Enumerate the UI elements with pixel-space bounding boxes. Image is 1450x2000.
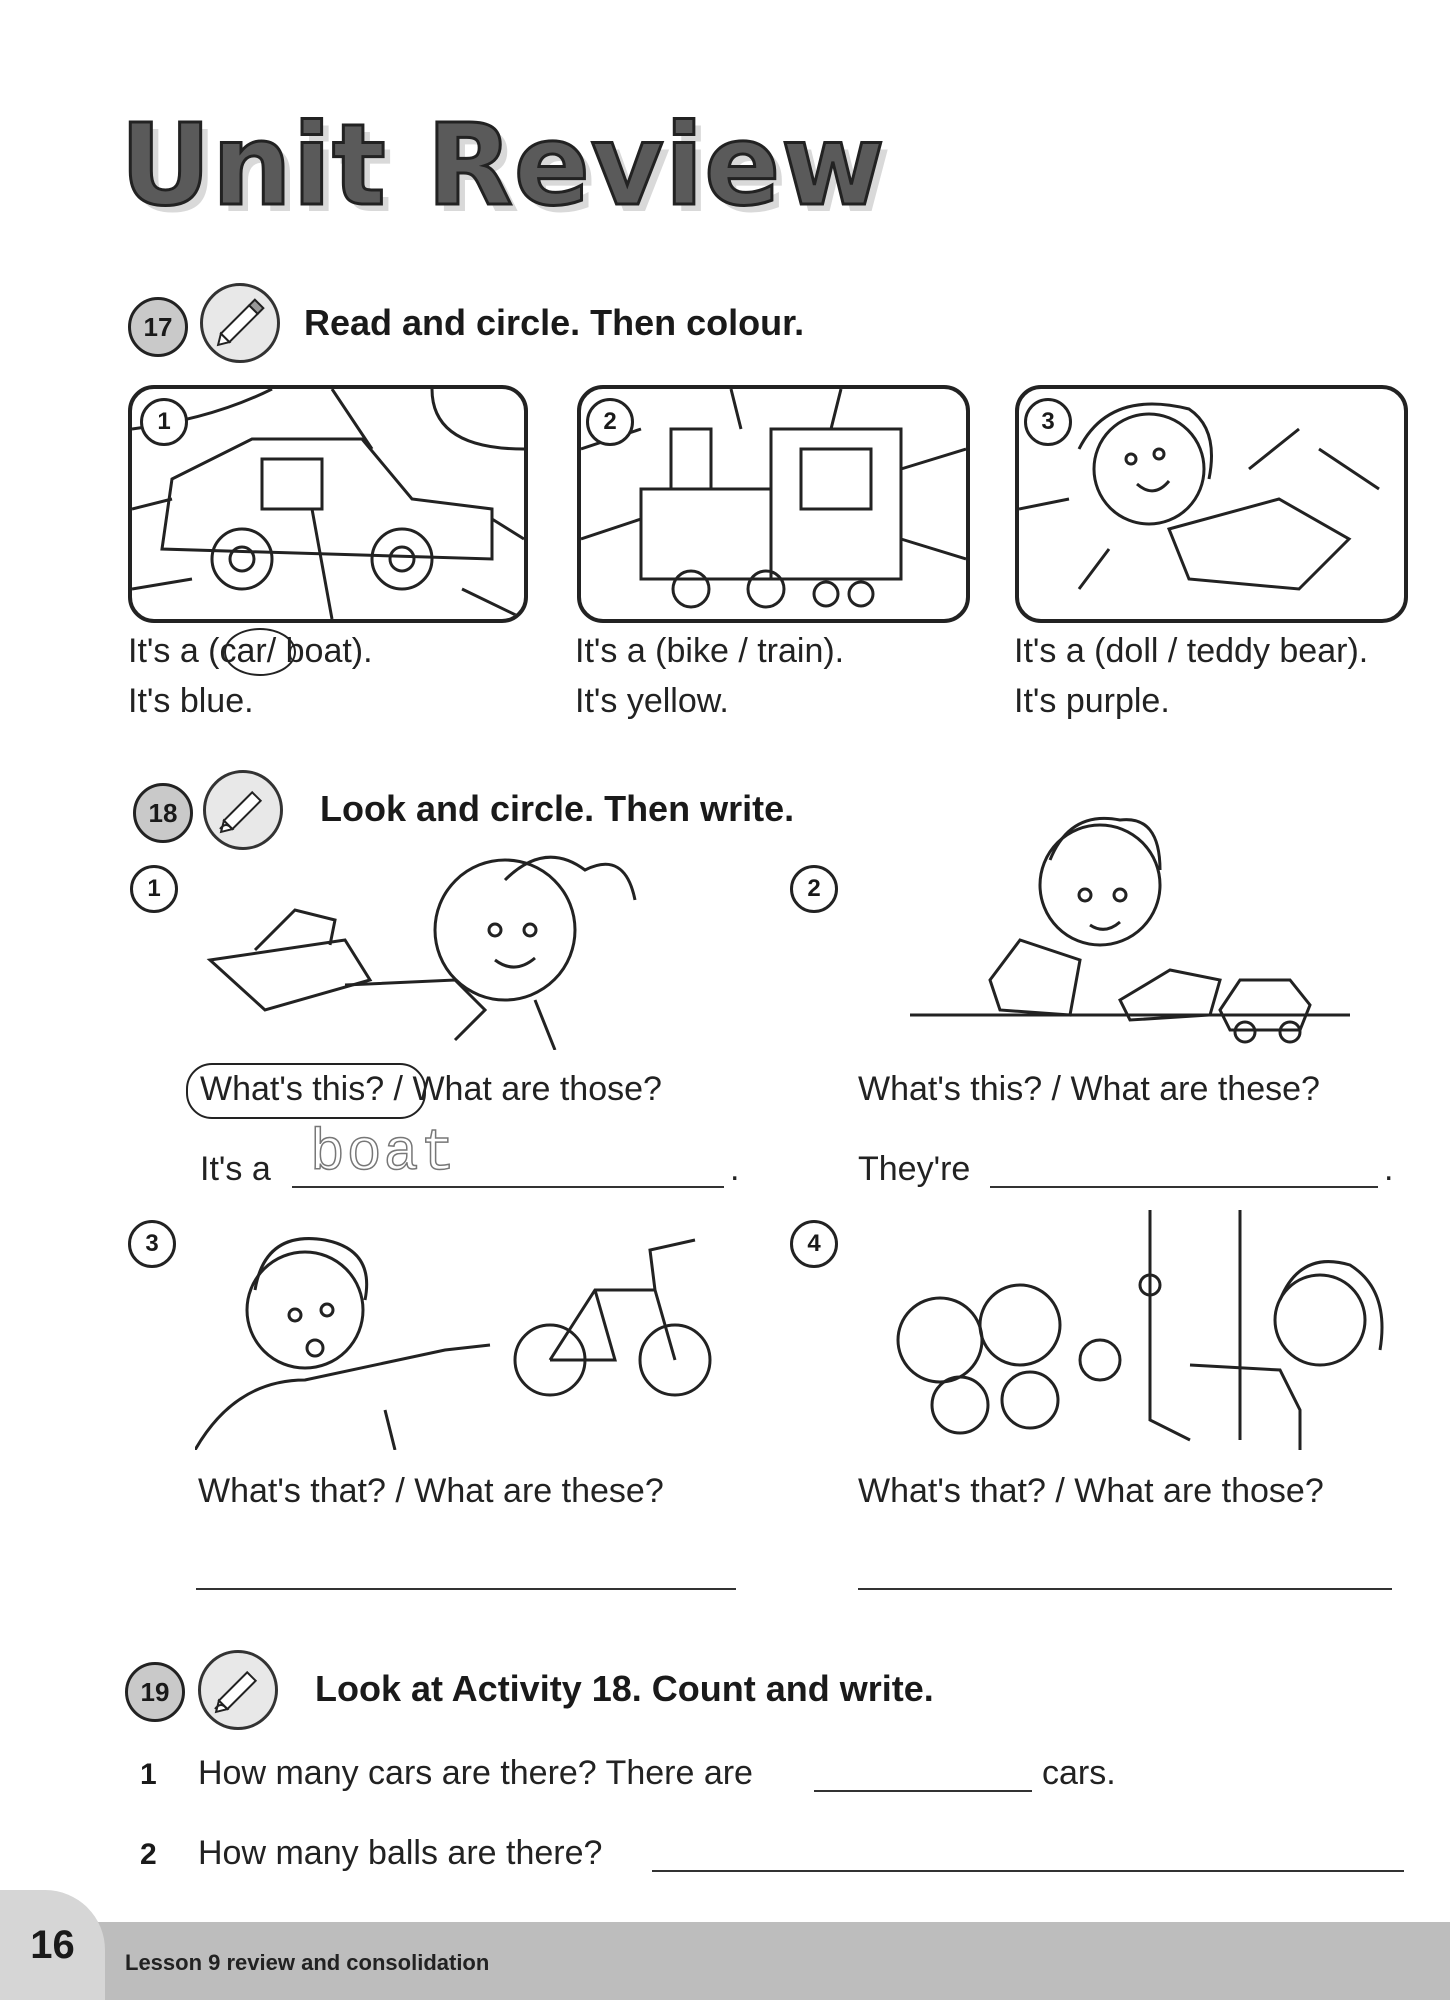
item-number: 2	[586, 398, 634, 446]
question-choice: What's this? / What are these?	[858, 1070, 1320, 1108]
full-stop: .	[1384, 1150, 1394, 1188]
item-number: 1	[140, 398, 188, 446]
item-number: 2	[790, 865, 838, 913]
footer-text: Lesson 9 review and consolidation	[125, 1950, 490, 1975]
item-number: 1	[130, 865, 178, 913]
sentence: It's yellow.	[575, 682, 729, 720]
question-choice: What's that? / What are these?	[198, 1472, 664, 1510]
sentence: It's blue.	[128, 682, 254, 720]
activity-19-instruction: Look at Activity 18. Count and write.	[315, 1668, 934, 1709]
question-text: How many balls are there?	[198, 1834, 603, 1872]
car-drawing	[132, 389, 524, 619]
sentence: It's a (car/ boat).	[128, 632, 373, 670]
girl-with-boat-illustration	[205, 840, 655, 1050]
item-number: 2	[140, 1838, 157, 1871]
sentence: It's purple.	[1014, 682, 1170, 720]
activity-19-number: 19	[125, 1662, 185, 1722]
train-picture	[577, 385, 970, 623]
item-number: 1	[140, 1758, 157, 1791]
activity-17-instruction: Read and circle. Then colour.	[304, 302, 805, 343]
page-number: 16	[0, 1890, 105, 2000]
train-drawing	[581, 389, 966, 619]
answer-circle	[224, 628, 296, 676]
answer-prefix: They're	[858, 1150, 971, 1188]
full-stop: .	[730, 1150, 740, 1188]
pencil-icon	[200, 283, 280, 363]
example-answer: boat	[310, 1122, 458, 1187]
answer-line[interactable]	[814, 1790, 1032, 1792]
page-title: Unit Review	[120, 101, 886, 231]
question-choice: What's this? / What are those?	[200, 1070, 662, 1108]
answer-line[interactable]	[652, 1870, 1404, 1872]
pen-icon	[203, 770, 283, 850]
answer-prefix: It's a	[200, 1150, 271, 1188]
sentence: It's a (bike / train).	[575, 632, 845, 670]
girl-pointing-at-balls-illustration	[860, 1210, 1410, 1450]
question-text: How many cars are there? There are	[198, 1754, 753, 1792]
car-picture	[128, 385, 528, 623]
answer-line[interactable]	[858, 1588, 1392, 1590]
pen-icon	[198, 1650, 278, 1730]
activity-18-number: 18	[133, 783, 193, 843]
answer-line[interactable]	[990, 1186, 1378, 1188]
doll-drawing	[1019, 389, 1404, 619]
answer-line[interactable]	[196, 1588, 736, 1590]
question-choice: What's that? / What are those?	[858, 1472, 1324, 1510]
activity-18-instruction: Look and circle. Then write.	[320, 788, 795, 829]
boy-with-cars-illustration	[910, 800, 1350, 1060]
boy-pointing-at-bike-illustration	[195, 1210, 735, 1450]
item-number: 3	[1024, 398, 1072, 446]
sentence: It's a (doll / teddy bear).	[1014, 632, 1369, 670]
question-end: cars.	[1042, 1754, 1116, 1792]
doll-picture	[1015, 385, 1408, 623]
item-number: 3	[128, 1220, 176, 1268]
item-number: 4	[790, 1220, 838, 1268]
activity-17-number: 17	[128, 297, 188, 357]
